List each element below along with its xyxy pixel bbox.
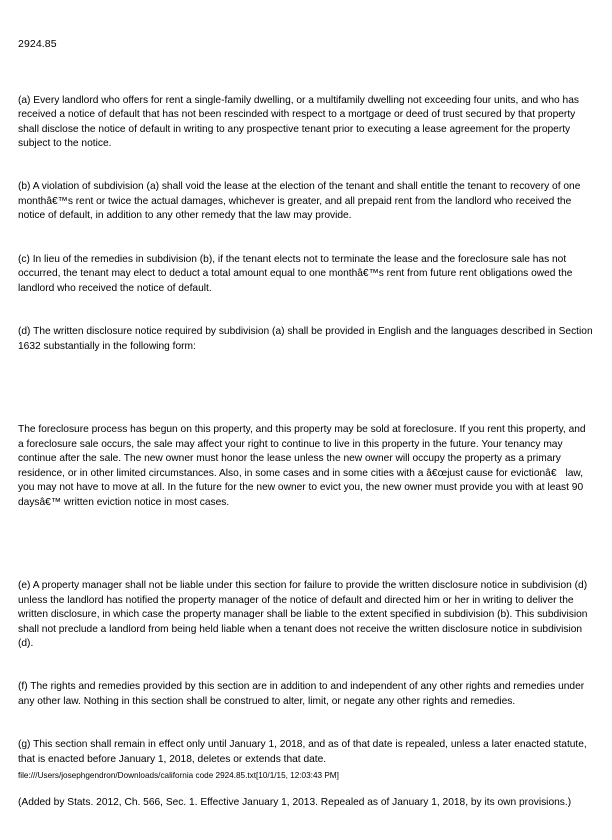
page-title: 2924.85 bbox=[18, 38, 57, 50]
paragraph: (c) In lieu of the remedies in subdivision (b), if the tenant elects not to terminate the lease and the foreclosure sale has not occurred, the tenant may elect to deduct a total amount equal to one monthâ€™s rent from future rent obligations owed the landlord who received the notice of default. bbox=[18, 253, 576, 294]
file-path-footer: file:///Users/josephgendron/Downloads/california code 2924.85.txt[10/1/15, 12:03:43 PM] bbox=[18, 771, 339, 780]
paragraph: (e) A property manager shall not be liable under this section for failure to provide the written disclosure notice in subdivision (d) unless the landlord has notified the property manager of the notice of default and directed him or her in writing to deliver the written disclosure, in which case the property manager shall be liable to the extent specified in subdivision (b). This subdivision shall not preclude a landlord from being held liable when a tenant does not receive the written disclosure notice in subdivision (d). bbox=[18, 580, 591, 649]
paragraph-spacer bbox=[18, 539, 594, 550]
paragraph: (a) Every landlord who offers for rent a single-family dwelling, or a multifamily dwelling not exceeding four units, and who has received a notice of default that has not been rescinded with respect to a mortgage or deed of trust secured by that property shall disclose the notice of default in writing to any prospective tenant prior to executing a lease agreement for the property subject to the notice. bbox=[18, 94, 582, 150]
paragraph: (g) This section shall remain in effect only until January 1, 2018, and as of that date is repealed, unless a later enacted statute, that is enacted before January 1, 2018, deletes or extends that date. bbox=[18, 739, 590, 765]
paragraph: (b) A violation of subdivision (a) shall void the lease at the election of the tenant and shall entitle the tenant to recovery of one monthâ€™s rent or twice the actual damages, whichever is greater, and all prepaid rent from the landlord who received the notice of default, in addition to any other remedy that the law may provide. bbox=[18, 181, 584, 222]
paragraph-spacer bbox=[18, 383, 594, 394]
paragraph: (f) The rights and remedies provided by this section are in addition to and independent of any other rights and remedies under any other law. Nothing in this section shall be construed to alter, limit, or negate any other rights and remedies. bbox=[18, 681, 587, 707]
paragraph: (d) The written disclosure notice required by subdivision (a) shall be provided in English and the languages described in Section 1632 substantially in the following form: bbox=[18, 326, 596, 352]
source-citation: (Added by Stats. 2012, Ch. 566, Sec. 1. Effective January 1, 2013. Repealed as of January 1, 2018, by its own provisions.) bbox=[18, 797, 572, 809]
document-body bbox=[18, 65, 594, 840]
disclosure-notice-paragraph: The foreclosure process has begun on this property, and this property may be sold at foreclosure. If you rent this property, and a foreclosure sale occurs, the sale may affect your right to continue to live in this property in the future. Your tenancy may continue after the sale. The new owner must honor the lease unless the new owner will occupy the property as a primary residence, or in other limited circumstances. Also, in some cases and in some cities with a â€œjust cause for evictionâ€ law, you may not have to move at all. In the future for the new owner to evict you, the new owner must provide you with at least 90 daysâ€™ written eviction notice in most cases. bbox=[18, 424, 589, 508]
